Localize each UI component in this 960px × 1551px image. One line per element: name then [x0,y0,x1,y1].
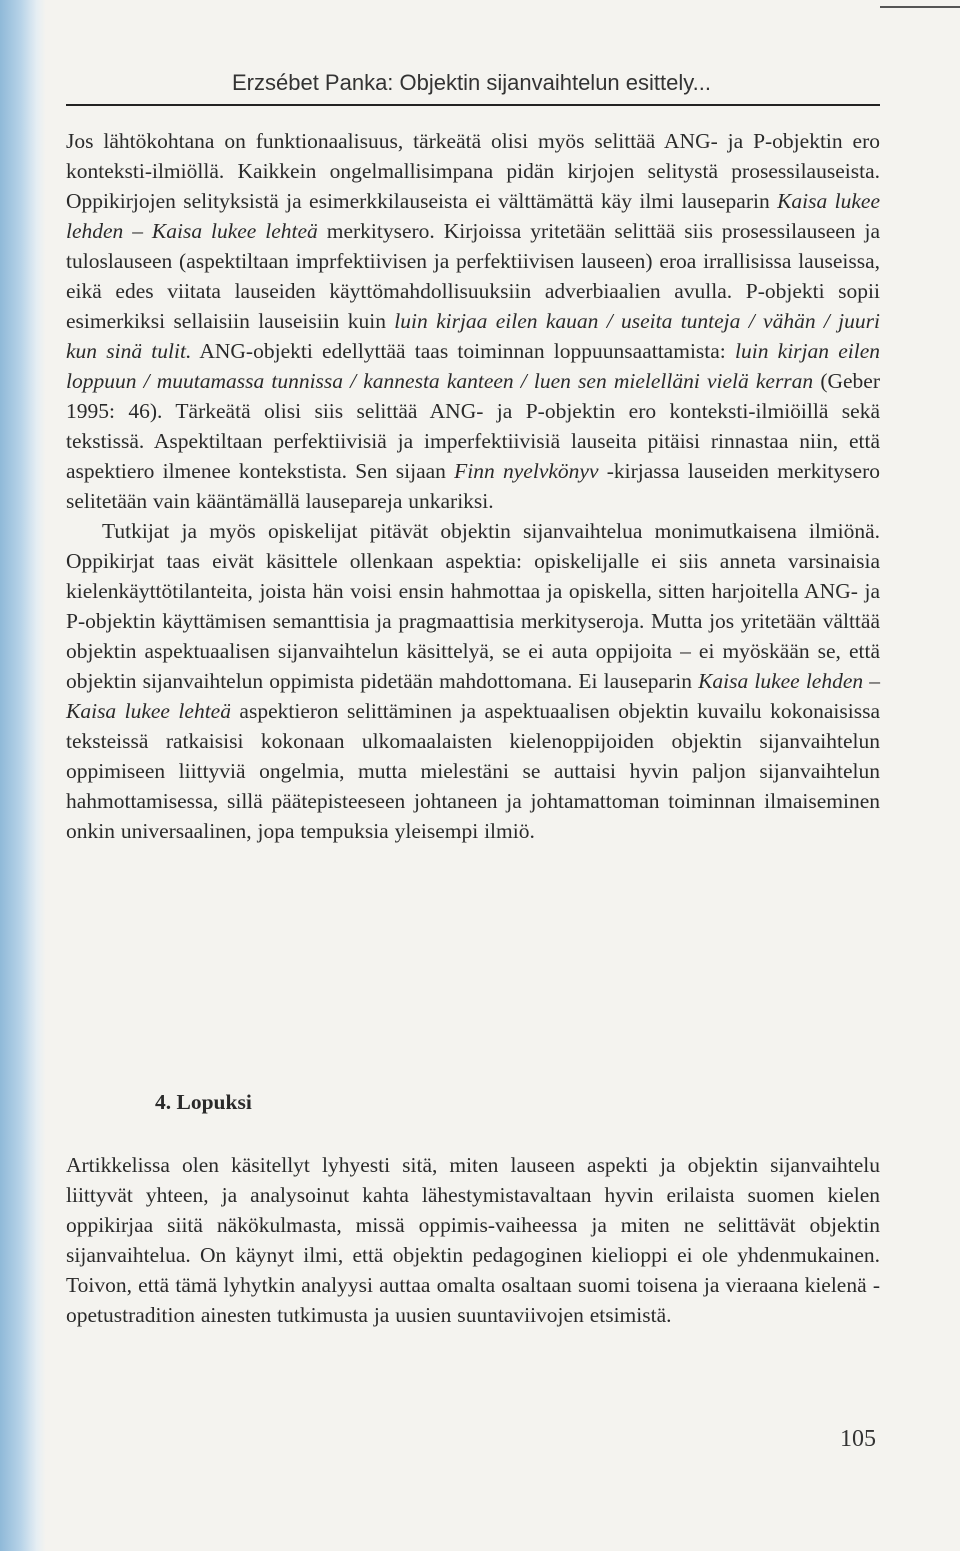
book-spine-shadow [0,0,46,1551]
text-span: Tutkijat ja myös opiskelijat pitävät objektin sijanvaihtelua monimutkaisena ilmiönä. Oppikirjat taas eivät käsittele ollenkaan aspektia: opiskelijalle ei siis anneta varsinaisia kielenkäyttötilanteita, joista hän voisi ensin hahmottaa ja opiskella, sitten harjoitella ANG- ja P-objektin käyttämisen semanttisia ja pragmaattisia merkityseroja. Mutta jos yritetään välttää objektin aspektuaalisen sijanvaihtelun käsittelyä, se ei auta oppijoita – ei myöskään se, että objektin sijanvaihtelun oppimista pidetään mahdottomana. Ei lauseparin [66,519,880,693]
conclusion-text [66,1150,880,1330]
text-span: (Geber 1995: 46). Tärkeätä olisi siis selittää ANG- ja P-objektin ero konteksti-ilmiöillä sekä tekstissä. Aspektiltaan perfektiivisiä ja imperfektiivisiä lauseita pitäisi rinnastaa niin, että aspektiero ilmenee kontekstista. Sen sijaan [66,369,880,483]
section-heading: 4. Lopuksi [155,1090,252,1114]
page-number: 105 [840,1426,876,1452]
book-title: Finn nyelvkönyv [454,459,599,483]
top-edge-line [880,6,960,8]
example-sentence: luin kirjaa eilen kauan / useita tunteja / vähän / juuri kun sinä tulit. [66,309,880,363]
example-sentence: Kaisa lukee lehden – Kaisa lukee lehteä [66,669,880,723]
paragraph-1 [66,126,880,516]
example-sentence: luin kirjan eilen loppuun / muutamassa tunnissa / kannesta kanteen / luen sen mielelläni vielä kerran [66,339,881,393]
running-header: Erzsébet Panka: Objektin sijanvaihtelun esittely... [232,70,711,95]
text-span: aspektieron selittäminen ja aspektuaalisen objektin kuvailu kokonaisissa teksteissä ratkaisisi kokonaan ulkomaalaisten kielenoppijoiden objektin sijanvaihtelun oppimiseen liittyviä ongelmia, mutta mielestäni se auttaisi hyvin paljon sijanvaihtelun hahmottamisessa, sillä päätepisteeseen johtaneen ja johtamattoman toiminnan ilmaiseminen onkin universaalinen, jopa tempuksia yleisempi ilmiö. [66,699,880,843]
body-text [66,126,880,846]
header-rule [66,104,880,106]
text-span: Jos lähtökohtana on funktionaalisuus, tärkeätä olisi myös selittää ANG- ja P-objektin ero konteksti-ilmiöllä. Kaikkein ongelmallisimpana pidän kirjojen selitystä prosessilauseista. Oppikirjojen selityksistä ja esimerkkilauseista ei välttämättä käy ilmi lauseparin [66,129,880,213]
text-span: merkitysero. Kirjoissa yritetään selittää siis prosessilauseen ja tuloslauseen (aspektiltaan imprfektiivisen ja perfektiivisen lauseen) eroa irrallisissa lauseissa, eikä edes viitata lauseiden käyttömahdollisuuksiin adverbiaalien avulla. P-objekti sopii esimerkiksi sellaisiin lauseisiin kuin [66,219,880,333]
paragraph-3: Artikkelissa olen käsitellyt lyhyesti sitä, miten lauseen aspekti ja objektin sijanvaihtelu liittyvät yhteen, ja analysoinut kahta lähestymistavaltaan hyvin erilaista suomen kielen oppikirjaa siitä näkökulmasta, missä oppimis-vaiheessa ja miten ne selittävät objektin sijanvaihtelua. On käynyt ilmi, että objektin pedagoginen kielioppi ei ole yhdenmukainen. Toivon, että tämä lyhytkin analyysi auttaa omalta osaltaan suomi toisena ja vieraana kielenä -opetustradition ainesten tutkimusta ja uusien suuntaviivojen etsimistä. [66,1153,880,1327]
paragraph-2 [66,516,880,846]
text-span: ANG-objekti edellyttää taas toiminnan loppuunsaattamista: [191,339,735,363]
example-sentence: Kaisa lukee lehden – Kaisa lukee lehteä [66,189,880,243]
text-span: -kirjassa lauseiden merkitysero selitetään vain kääntämällä lausepareja unkariksi. [66,459,880,513]
